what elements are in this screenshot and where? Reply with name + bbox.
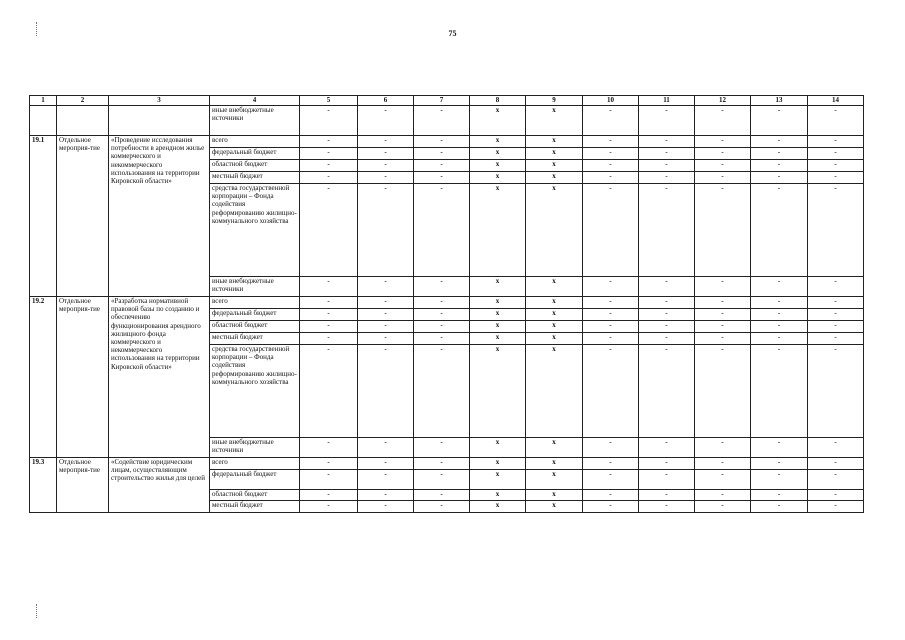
value-cell: - (300, 490, 358, 501)
value-cell: - (751, 148, 808, 160)
value-cell: - (300, 136, 358, 148)
item-type-cell: Отдельное мероприя-тие (57, 136, 109, 297)
value-cell: - (695, 490, 751, 501)
value-cell: - (414, 277, 470, 297)
value-cell: - (358, 490, 414, 501)
value-cell: x (470, 321, 526, 333)
value-cell: - (583, 333, 639, 345)
funding-source-cell: иные внебюджетные источники (210, 277, 300, 297)
value-cell: - (414, 490, 470, 501)
value-cell: - (695, 333, 751, 345)
value-cell: x (526, 106, 583, 136)
value-cell: x (526, 172, 583, 184)
value-cell: x (526, 277, 583, 297)
value-cell: x (470, 172, 526, 184)
funding-source-cell: областной бюджет (210, 321, 300, 333)
value-cell: - (414, 297, 470, 309)
value-cell: x (470, 106, 526, 136)
value-cell: - (639, 438, 695, 458)
value-cell: - (751, 184, 808, 277)
value-cell: - (751, 333, 808, 345)
value-cell: x (526, 438, 583, 458)
value-cell: - (695, 136, 751, 148)
col-header: 1 (30, 96, 57, 106)
value-cell: - (300, 345, 358, 438)
table-row (30, 297, 864, 309)
value-cell: - (358, 501, 414, 513)
value-cell: x (470, 309, 526, 321)
value-cell: - (695, 277, 751, 297)
item-number-cell (30, 106, 57, 136)
value-cell: - (583, 501, 639, 513)
value-cell: - (583, 321, 639, 333)
value-cell: x (470, 470, 526, 490)
value-cell: x (470, 345, 526, 438)
value-cell: - (751, 438, 808, 458)
value-cell: x (470, 148, 526, 160)
value-cell: - (751, 172, 808, 184)
page-number: 75 (448, 29, 457, 38)
value-cell: - (300, 160, 358, 172)
value-cell: - (695, 172, 751, 184)
value-cell: - (808, 501, 864, 513)
margin-mark-bottom (36, 604, 37, 618)
value-cell: - (751, 106, 808, 136)
value-cell: - (300, 470, 358, 490)
value-cell: - (751, 458, 808, 470)
value-cell: - (751, 277, 808, 297)
value-cell: - (358, 309, 414, 321)
funding-source-cell: областной бюджет (210, 490, 300, 501)
col-header: 14 (808, 96, 864, 106)
value-cell: - (639, 321, 695, 333)
program-table (29, 95, 864, 513)
value-cell: - (358, 345, 414, 438)
value-cell: - (358, 106, 414, 136)
value-cell: x (526, 321, 583, 333)
value-cell: x (470, 160, 526, 172)
value-cell: - (751, 470, 808, 490)
value-cell: - (358, 172, 414, 184)
value-cell: x (526, 490, 583, 501)
value-cell: - (583, 309, 639, 321)
item-type-cell: Отдельное мероприя-тие (57, 458, 109, 513)
funding-source-cell: всего (210, 458, 300, 470)
value-cell: x (526, 160, 583, 172)
value-cell: - (583, 458, 639, 470)
value-cell: x (470, 501, 526, 513)
margin-mark-top (36, 22, 37, 36)
value-cell: - (300, 501, 358, 513)
value-cell: - (695, 438, 751, 458)
value-cell: - (583, 490, 639, 501)
value-cell: - (808, 345, 864, 438)
value-cell: x (470, 277, 526, 297)
value-cell: x (526, 345, 583, 438)
value-cell: - (808, 277, 864, 297)
value-cell: - (639, 106, 695, 136)
value-cell: - (808, 148, 864, 160)
value-cell: - (358, 333, 414, 345)
value-cell: - (751, 345, 808, 438)
value-cell: - (808, 172, 864, 184)
value-cell: - (300, 277, 358, 297)
value-cell: - (358, 458, 414, 470)
funding-source-cell: местный бюджет (210, 333, 300, 345)
col-header: 5 (300, 96, 358, 106)
value-cell: - (639, 297, 695, 309)
value-cell: - (583, 297, 639, 309)
value-cell: x (526, 458, 583, 470)
value-cell: - (751, 160, 808, 172)
value-cell: - (639, 277, 695, 297)
value-cell: - (583, 184, 639, 277)
value-cell: - (695, 184, 751, 277)
value-cell: - (358, 148, 414, 160)
value-cell: - (358, 438, 414, 458)
value-cell: - (695, 470, 751, 490)
funding-source-cell: всего (210, 136, 300, 148)
value-cell: - (639, 345, 695, 438)
value-cell: - (808, 458, 864, 470)
value-cell: - (414, 106, 470, 136)
value-cell: - (414, 309, 470, 321)
value-cell: - (358, 470, 414, 490)
value-cell: - (695, 148, 751, 160)
value-cell: - (808, 160, 864, 172)
value-cell: - (358, 160, 414, 172)
value-cell: - (583, 148, 639, 160)
col-header: 8 (470, 96, 526, 106)
funding-source-cell: областной бюджет (210, 160, 300, 172)
item-number-cell: 19.3 (30, 458, 57, 513)
value-cell: - (414, 136, 470, 148)
value-cell: - (583, 106, 639, 136)
value-cell: - (414, 321, 470, 333)
value-cell: - (414, 345, 470, 438)
value-cell: - (639, 309, 695, 321)
funding-source-cell: средства государственной корпорации – Фонда содействия реформированию жилищно-коммунального хозяйства (210, 345, 300, 438)
value-cell: - (358, 321, 414, 333)
value-cell: - (808, 438, 864, 458)
value-cell: - (695, 297, 751, 309)
value-cell: x (470, 458, 526, 470)
value-cell: - (695, 501, 751, 513)
value-cell: x (470, 490, 526, 501)
value-cell: - (414, 172, 470, 184)
value-cell: - (639, 458, 695, 470)
col-header: 6 (358, 96, 414, 106)
value-cell: x (526, 184, 583, 277)
value-cell: - (300, 148, 358, 160)
item-number-cell: 19.1 (30, 136, 57, 297)
funding-source-cell: федеральный бюджет (210, 309, 300, 321)
value-cell: x (526, 309, 583, 321)
value-cell: - (639, 490, 695, 501)
table-row (30, 106, 864, 136)
funding-source-cell: иные внебюджетные источники (210, 438, 300, 458)
value-cell: x (526, 333, 583, 345)
funding-source-cell: иные внебюджетные источники (210, 106, 300, 136)
item-type-cell: Отдельное мероприя-тие (57, 297, 109, 458)
col-header: 10 (583, 96, 639, 106)
value-cell: - (808, 470, 864, 490)
value-cell: - (639, 333, 695, 345)
value-cell: x (470, 438, 526, 458)
col-header: 4 (210, 96, 300, 106)
value-cell: - (583, 160, 639, 172)
value-cell: - (358, 184, 414, 277)
item-name-cell (109, 106, 210, 136)
value-cell: - (583, 345, 639, 438)
value-cell: x (470, 136, 526, 148)
value-cell: - (639, 184, 695, 277)
value-cell: - (695, 345, 751, 438)
value-cell: - (639, 172, 695, 184)
col-header: 11 (639, 96, 695, 106)
value-cell: - (583, 136, 639, 148)
funding-source-cell: всего (210, 297, 300, 309)
value-cell: - (808, 184, 864, 277)
value-cell: - (808, 309, 864, 321)
col-header: 9 (526, 96, 583, 106)
value-cell: - (751, 490, 808, 501)
value-cell: - (808, 333, 864, 345)
value-cell: - (695, 106, 751, 136)
value-cell: x (470, 297, 526, 309)
value-cell: x (526, 470, 583, 490)
value-cell: - (639, 160, 695, 172)
value-cell: - (358, 277, 414, 297)
value-cell: - (300, 333, 358, 345)
col-header: 2 (57, 96, 109, 106)
value-cell: - (300, 309, 358, 321)
funding-source-cell: федеральный бюджет (210, 470, 300, 490)
value-cell: - (414, 333, 470, 345)
value-cell: - (808, 297, 864, 309)
header-row (30, 96, 864, 106)
funding-source-cell: федеральный бюджет (210, 148, 300, 160)
value-cell: x (526, 148, 583, 160)
value-cell: - (300, 172, 358, 184)
value-cell: - (751, 321, 808, 333)
value-cell: - (695, 321, 751, 333)
value-cell: - (300, 106, 358, 136)
value-cell: - (751, 297, 808, 309)
value-cell: - (583, 470, 639, 490)
table-row (30, 136, 864, 148)
item-type-cell (57, 106, 109, 136)
col-header: 13 (751, 96, 808, 106)
value-cell: - (695, 309, 751, 321)
value-cell: - (300, 297, 358, 309)
value-cell: - (695, 458, 751, 470)
value-cell: x (470, 184, 526, 277)
value-cell: - (414, 184, 470, 277)
value-cell: - (583, 172, 639, 184)
value-cell: - (358, 297, 414, 309)
value-cell: - (751, 501, 808, 513)
value-cell: - (808, 136, 864, 148)
item-name-cell: «Проведение исследования потребности в арендном жилье коммерческого и некоммерческого использования на территории Кировской области» (109, 136, 210, 297)
col-header: 3 (109, 96, 210, 106)
value-cell: x (526, 297, 583, 309)
value-cell: - (808, 106, 864, 136)
value-cell: - (414, 458, 470, 470)
funding-source-cell: местный бюджет (210, 501, 300, 513)
value-cell: - (414, 470, 470, 490)
value-cell: - (639, 501, 695, 513)
value-cell: - (300, 321, 358, 333)
funding-source-cell: средства государственной корпорации – Фонда содействия реформированию жилищно-коммунального хозяйства (210, 184, 300, 277)
value-cell: - (414, 501, 470, 513)
item-name-cell: «Разработка нормативной правовой базы по созданию и обеспечению функционирования арендного жилищного фонда коммерческого и некоммерческого использования на территории Кировской области» (109, 297, 210, 458)
value-cell: - (300, 184, 358, 277)
funding-source-cell: местный бюджет (210, 172, 300, 184)
col-header: 12 (695, 96, 751, 106)
col-header: 7 (414, 96, 470, 106)
value-cell: - (751, 309, 808, 321)
value-cell: - (639, 136, 695, 148)
item-name-cell: «Содействие юридическим лицам, осуществляющим строительство жилья для целей (109, 458, 210, 513)
value-cell: - (639, 470, 695, 490)
value-cell: - (639, 148, 695, 160)
value-cell: - (414, 438, 470, 458)
table-body (30, 106, 864, 513)
value-cell: - (808, 490, 864, 501)
value-cell: - (808, 321, 864, 333)
value-cell: - (583, 438, 639, 458)
value-cell: x (526, 136, 583, 148)
value-cell: - (583, 277, 639, 297)
value-cell: - (300, 438, 358, 458)
value-cell: - (414, 148, 470, 160)
value-cell: - (695, 160, 751, 172)
value-cell: x (470, 333, 526, 345)
value-cell: - (751, 136, 808, 148)
item-number-cell: 19.2 (30, 297, 57, 458)
value-cell: - (300, 458, 358, 470)
table-row (30, 458, 864, 470)
value-cell: - (358, 136, 414, 148)
value-cell: - (414, 160, 470, 172)
value-cell: x (526, 501, 583, 513)
